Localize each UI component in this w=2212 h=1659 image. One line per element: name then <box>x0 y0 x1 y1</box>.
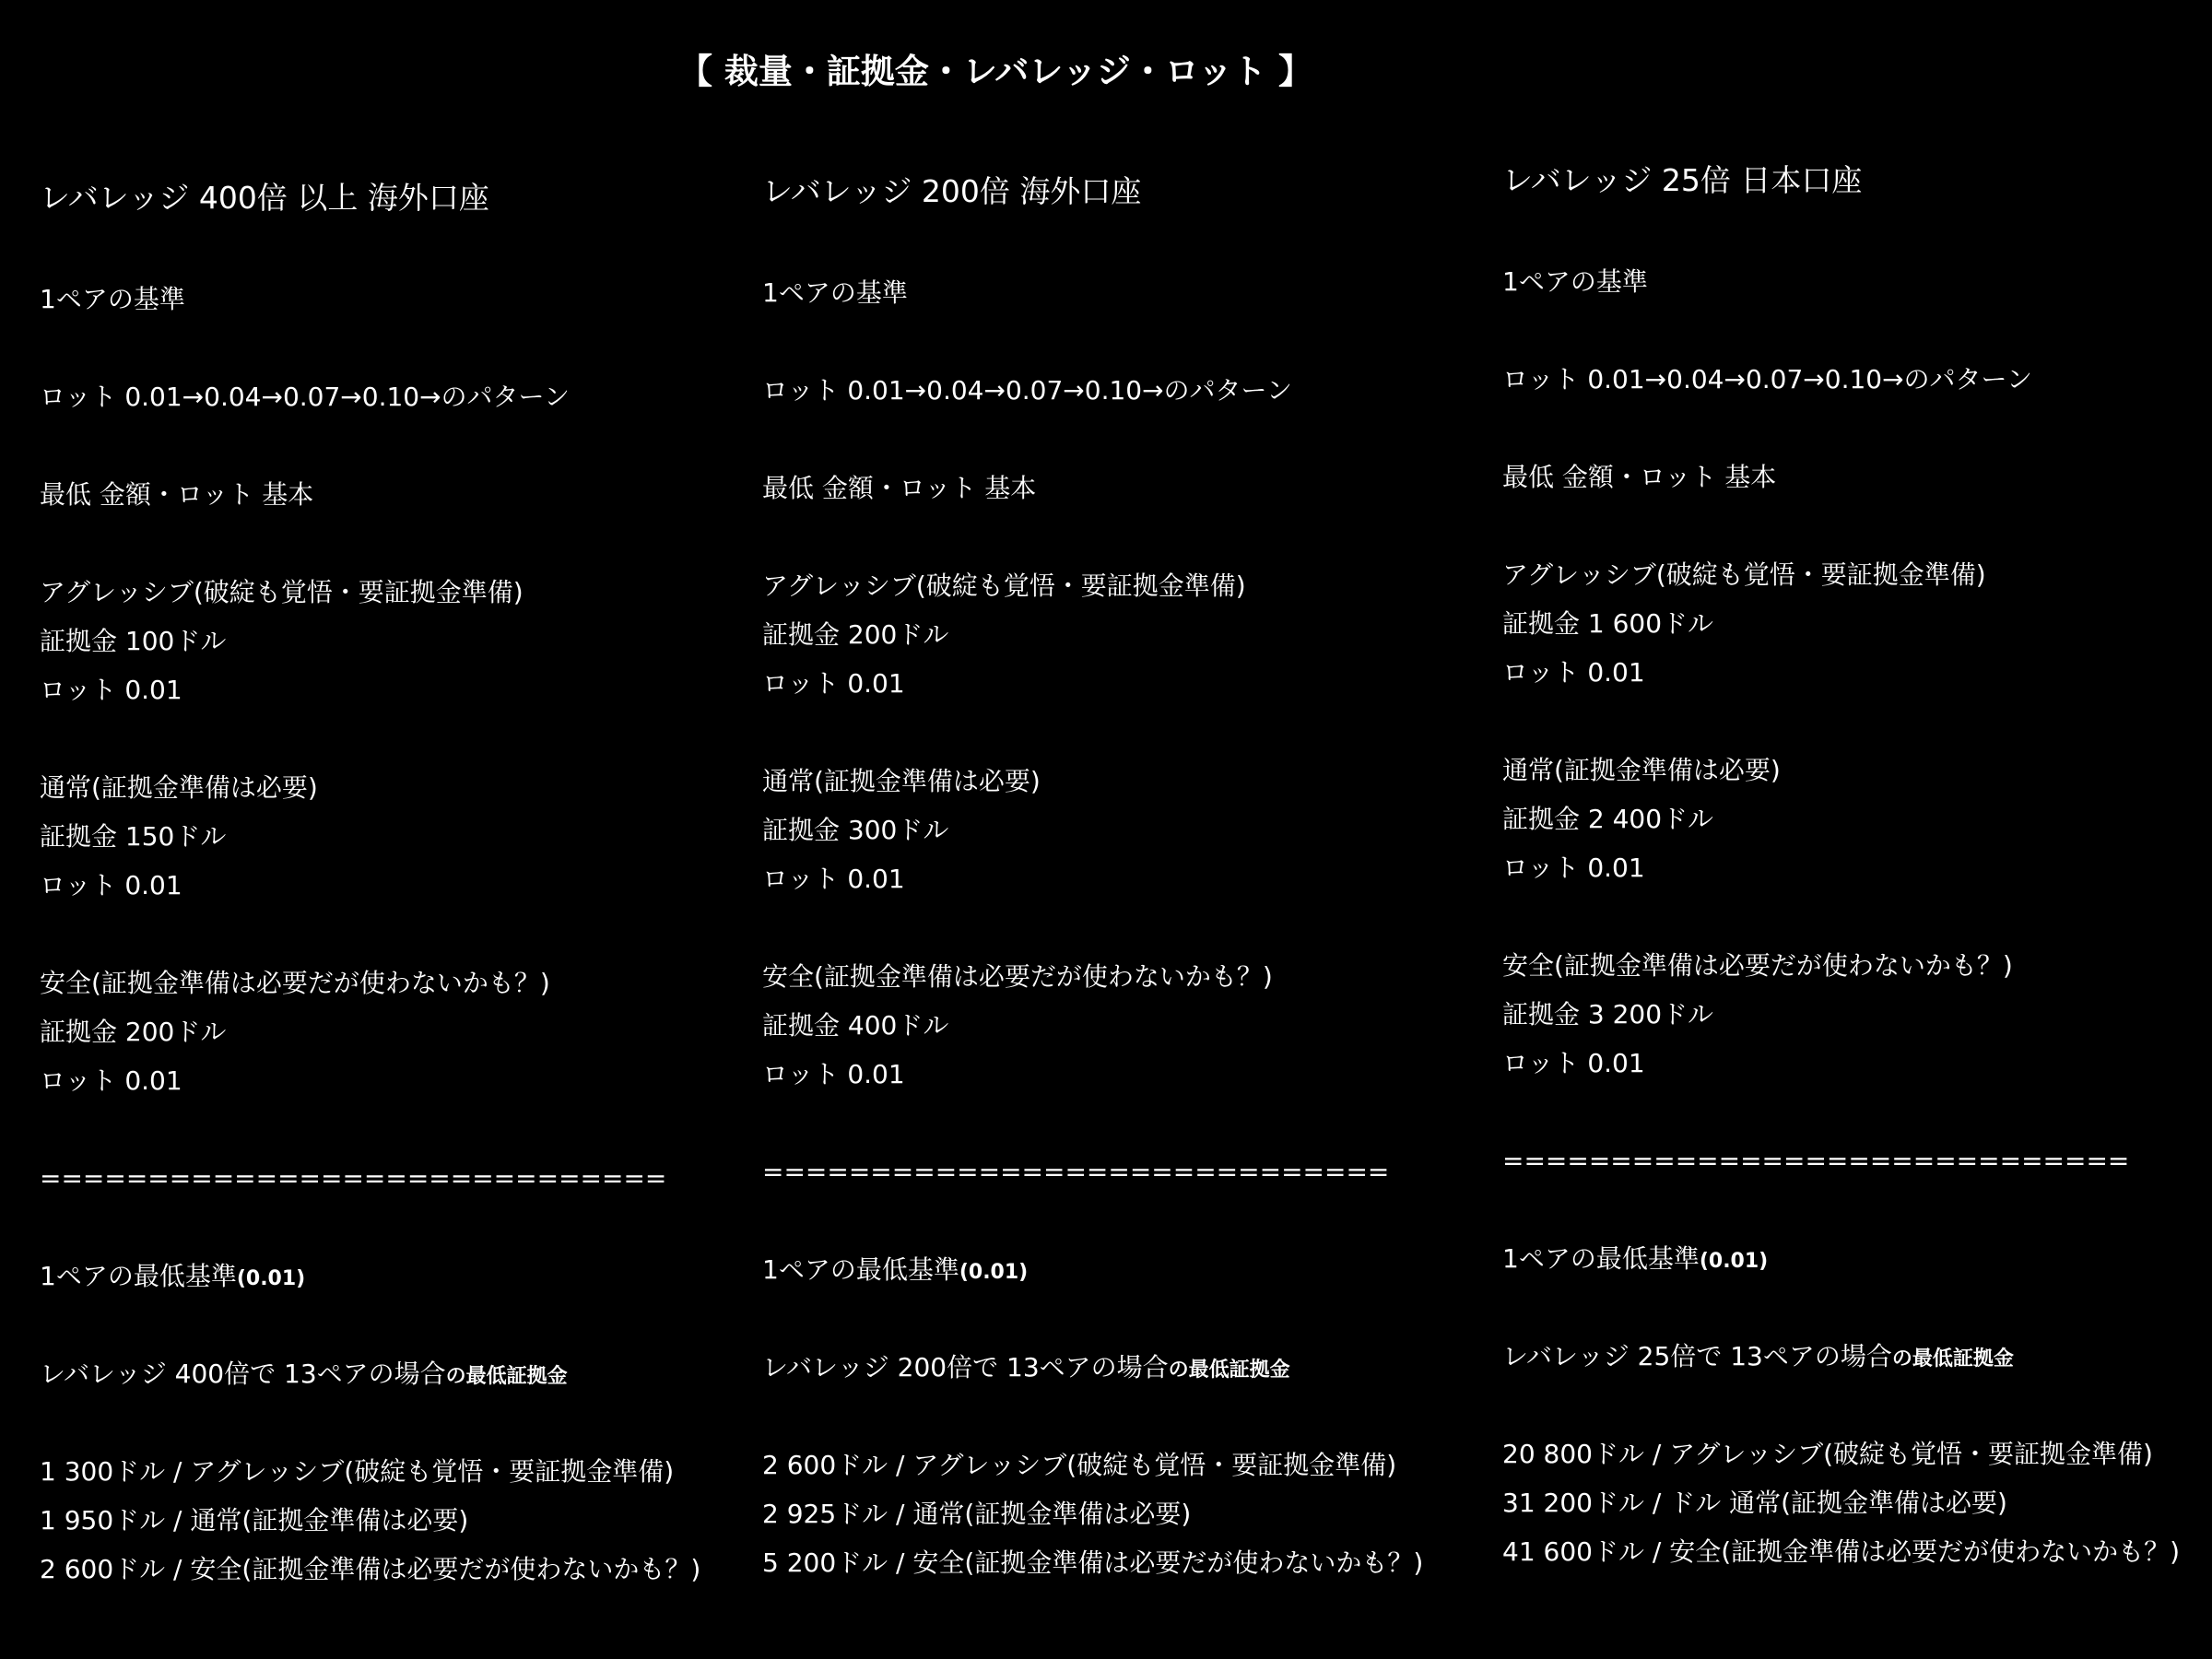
aggressive-lot: ロット 0.01 <box>1502 657 1645 688</box>
aggressive-label: アグレッシブ(破綻も覚悟・要証拠金準備) <box>762 571 1246 601</box>
min-standard <box>762 1245 1463 1294</box>
page-title: 【 裁量・証拠金・レバレッジ・ロット 】 <box>677 52 1313 91</box>
aggressive-label: アグレッシブ(破綻も覚悟・要証拠金準備) <box>40 577 524 607</box>
total-aggressive: 2 600ドル / アグレッシブ(破綻も覚悟・要証拠金準備) <box>762 1450 1397 1480</box>
divider: ============================= <box>1502 1146 2130 1176</box>
divider: ============================= <box>40 1163 667 1194</box>
total-aggressive: 20 800ドル / アグレッシブ(破綻も覚悟・要証拠金準備) <box>1502 1439 2153 1469</box>
total-safe: 41 600ドル / 安全(証拠金準備は必要だが使わないかも？) <box>1502 1536 2181 1567</box>
case-note: の最低証拠金 <box>445 1365 568 1388</box>
column-heading: レバレッジ 25倍 日本口座 <box>1502 162 1863 198</box>
normal-margin: 証拠金 300ドル <box>762 815 949 845</box>
aggressive-margin: 証拠金 200ドル <box>762 619 949 650</box>
divider: ============================= <box>762 1157 1390 1187</box>
case-line <box>1502 1332 2203 1381</box>
total-normal: 2 925ドル / 通常(証拠金準備は必要) <box>762 1499 1192 1529</box>
total-normal: 1 950ドル / 通常(証拠金準備は必要) <box>40 1505 469 1535</box>
column-leverage-400 <box>40 175 740 1594</box>
min-standard-note: (0.01) <box>959 1261 1029 1284</box>
aggressive-margin: 証拠金 1 600ドル <box>1502 608 1714 639</box>
aggressive-margin: 証拠金 100ドル <box>40 626 227 656</box>
min-standard-label: 1ペアの最低基準 <box>40 1261 237 1291</box>
case-note: の最低証拠金 <box>1891 1347 2014 1371</box>
aggressive-lot: ロット 0.01 <box>762 668 905 699</box>
aggressive-lot: ロット 0.01 <box>40 675 182 705</box>
column-leverage-25 <box>1502 158 2203 1576</box>
safe-margin: 証拠金 200ドル <box>40 1017 227 1047</box>
safe-label: 安全(証拠金準備は必要だが使わないかも？) <box>40 968 550 998</box>
case-line <box>762 1343 1463 1392</box>
lot-pattern: ロット 0.01→0.04→0.07→0.10→のパターン <box>40 382 571 412</box>
normal-margin: 証拠金 150ドル <box>40 821 227 852</box>
safe-label: 安全(証拠金準備は必要だが使わないかも？) <box>1502 950 2013 981</box>
lot-pattern: ロット 0.01→0.04→0.07→0.10→のパターン <box>1502 364 2033 394</box>
total-safe: 5 200ドル / 安全(証拠金準備は必要だが使わないかも？) <box>762 1547 1424 1578</box>
total-normal: 31 200ドル / ドル 通常(証拠金準備は必要) <box>1502 1488 2007 1518</box>
total-safe: 2 600ドル / 安全(証拠金準備は必要だが使わないかも？) <box>40 1554 701 1584</box>
min-standard <box>1502 1234 2203 1283</box>
normal-lot: ロット 0.01 <box>1502 853 1645 883</box>
case-label: レバレッジ 25倍で 13ペアの場合 <box>1502 1341 1892 1371</box>
column-leverage-200 <box>762 169 1463 1587</box>
min-standard <box>40 1252 740 1300</box>
lot-pattern: ロット 0.01→0.04→0.07→0.10→のパターン <box>762 375 1293 406</box>
normal-label: 通常(証拠金準備は必要) <box>40 772 318 803</box>
minimum-label: 最低 金額・ロット 基本 <box>1502 462 1777 492</box>
safe-lot: ロット 0.01 <box>1502 1048 1645 1078</box>
normal-lot: ロット 0.01 <box>762 864 905 894</box>
normal-lot: ロット 0.01 <box>40 870 182 900</box>
case-note: の最低証拠金 <box>1168 1359 1290 1382</box>
safe-margin: 証拠金 400ドル <box>762 1010 949 1041</box>
min-standard-label: 1ペアの最低基準 <box>762 1254 959 1285</box>
normal-margin: 証拠金 2 400ドル <box>1502 804 1714 834</box>
normal-label: 通常(証拠金準備は必要) <box>762 766 1041 796</box>
case-label: レバレッジ 200倍で 13ペアの場合 <box>762 1352 1169 1382</box>
minimum-label: 最低 金額・ロット 基本 <box>762 473 1037 503</box>
min-standard-label: 1ペアの最低基準 <box>1502 1243 1700 1274</box>
total-aggressive: 1 300ドル / アグレッシブ(破綻も覚悟・要証拠金準備) <box>40 1456 675 1487</box>
case-label: レバレッジ 400倍で 13ペアの場合 <box>40 1359 446 1389</box>
standard-label: 1ペアの基準 <box>40 284 185 314</box>
column-heading: レバレッジ 200倍 海外口座 <box>762 173 1142 209</box>
normal-label: 通常(証拠金準備は必要) <box>1502 755 1781 785</box>
safe-lot: ロット 0.01 <box>762 1059 905 1089</box>
column-heading: レバレッジ 400倍 以上 海外口座 <box>40 180 489 216</box>
safe-margin: 証拠金 3 200ドル <box>1502 999 1714 1030</box>
min-standard-note: (0.01) <box>236 1267 306 1290</box>
case-line <box>40 1349 740 1398</box>
safe-label: 安全(証拠金準備は必要だが使わないかも？) <box>762 961 1273 992</box>
standard-label: 1ペアの基準 <box>762 277 908 308</box>
aggressive-label: アグレッシブ(破綻も覚悟・要証拠金準備) <box>1502 559 1986 590</box>
standard-label: 1ペアの基準 <box>1502 266 1648 297</box>
safe-lot: ロット 0.01 <box>40 1065 182 1096</box>
minimum-label: 最低 金額・ロット 基本 <box>40 479 314 510</box>
min-standard-note: (0.01) <box>1699 1250 1769 1273</box>
